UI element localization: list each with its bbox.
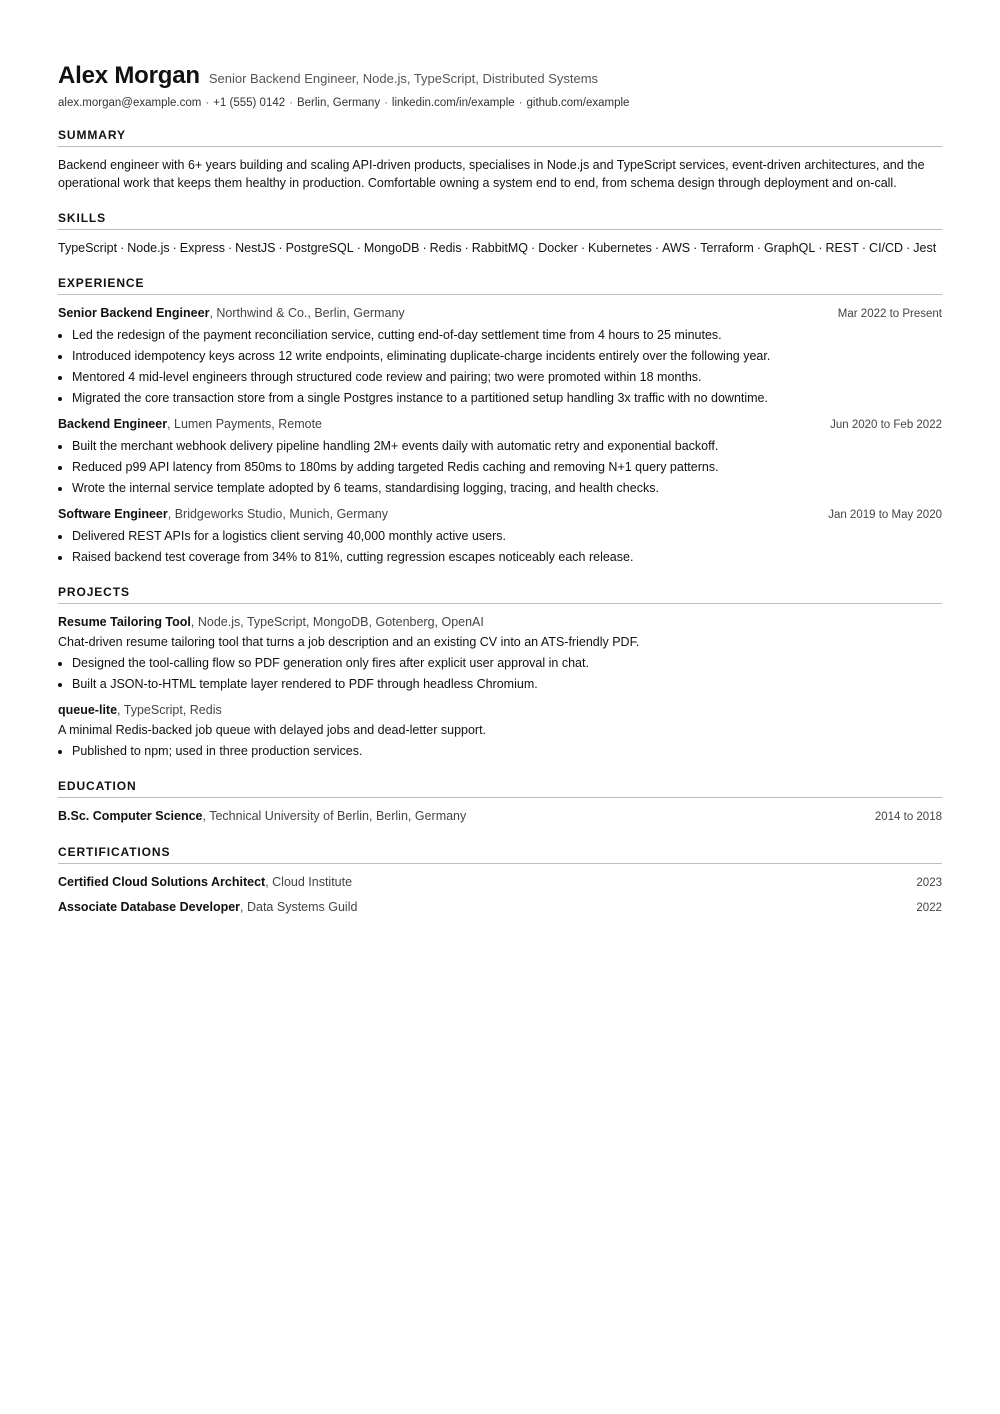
skill-separator: · <box>531 241 536 255</box>
skill-separator: · <box>580 241 585 255</box>
certifications-section <box>58 845 942 917</box>
certification-entry <box>58 873 942 892</box>
skill-item: Terraform <box>700 241 754 255</box>
job-employer: , Bridgeworks Studio, Munich, Germany <box>167 507 388 521</box>
bullet-item: • Introduced idempotency keys across 12 write endpoints, eliminating duplicate-charge incidents entirely over the following year. <box>72 347 942 365</box>
candidate-name: Alex Morgan <box>58 62 200 89</box>
job-role: Software Engineer <box>58 507 168 521</box>
skill-item: NestJS <box>235 241 276 255</box>
skill-item: AWS <box>662 241 691 255</box>
bullet-item: • Raised backend test coverage from 34% to 81%, cutting regression escapes noticeably each release. <box>72 548 942 566</box>
degree-name: B.Sc. Computer Science <box>58 809 203 823</box>
section-title-certifications: CERTIFICATIONS <box>58 845 942 864</box>
skill-separator: · <box>818 241 823 255</box>
certification-name: Certified Cloud Solutions Architect <box>58 875 266 889</box>
skill-item: GraphQL <box>763 241 816 255</box>
project-bullets <box>58 654 942 693</box>
section-title-experience: EXPERIENCE <box>58 276 942 295</box>
resume-header <box>58 62 942 109</box>
experience-entry <box>58 304 942 407</box>
experience-entry <box>58 505 942 566</box>
skill-separator: · <box>120 241 125 255</box>
section-title-education: EDUCATION <box>58 779 942 798</box>
certification-name: Associate Database Developer <box>58 900 241 914</box>
section-title-summary: SUMMARY <box>58 128 942 147</box>
certification-issuer: , Data Systems Guild <box>240 900 358 914</box>
skills-list <box>58 239 942 257</box>
skill-separator: · <box>172 241 177 255</box>
skill-item: Node.js <box>127 241 170 255</box>
entry-header <box>58 701 942 719</box>
contact-email-link[interactable]: alex.morgan@example.com <box>58 97 202 109</box>
job-role: Backend Engineer <box>58 417 168 431</box>
skill-separator: · <box>906 241 911 255</box>
education-list <box>58 807 942 826</box>
skill-separator: · <box>227 241 233 255</box>
bullet-item: • Designed the tool-calling flow so PDF generation only fires after explicit user approval in chat. <box>72 654 942 672</box>
candidate-headline: Senior Backend Engineer, Node.js, TypeScript, Distributed Systems <box>208 71 599 86</box>
skill-separator: · <box>693 241 698 255</box>
certification-issuer: , Cloud Institute <box>265 875 353 889</box>
entry-header <box>58 415 942 434</box>
project-entry <box>58 613 942 693</box>
project-description: Chat-driven resume tailoring tool that turns a job description and an existing CV into an ATS-friendly PDF. <box>58 635 640 649</box>
experience-entry <box>58 415 942 497</box>
job-bullets <box>58 437 942 497</box>
experience-section <box>58 276 942 566</box>
entry-header <box>58 304 942 323</box>
skill-separator: · <box>756 241 761 255</box>
project-entry <box>58 701 942 760</box>
project-stack: , Node.js, TypeScript, MongoDB, Gotenberg, OpenAI <box>190 615 484 629</box>
job-dates: Mar 2022 to Present <box>837 308 942 320</box>
skill-item: PostgreSQL <box>285 241 354 255</box>
certifications-list <box>58 873 942 917</box>
job-role: Senior Backend Engineer <box>58 306 210 320</box>
skill-item: REST <box>825 241 859 255</box>
skill-item: Kubernetes <box>587 241 652 255</box>
contact-linkedin-link[interactable]: linkedin.com/in/example <box>391 97 515 109</box>
skills-section <box>58 211 942 257</box>
job-dates: Jun 2020 to Feb 2022 <box>830 419 942 431</box>
education-dates: 2014 to 2018 <box>874 811 942 823</box>
job-employer: , Northwind & Co., Berlin, Germany <box>209 306 405 320</box>
job-dates: Jan 2019 to May 2020 <box>828 509 942 521</box>
job-bullets <box>58 527 942 566</box>
project-description: A minimal Redis-backed job queue with delayed jobs and dead-letter support. <box>58 723 487 737</box>
bullet-item: • Led the redesign of the payment reconciliation service, cutting end-of-day settlement time from 4 hours to 25 minutes. <box>72 326 942 344</box>
skill-separator: · <box>861 241 867 255</box>
experience-list <box>58 304 942 566</box>
name-line <box>58 62 942 90</box>
contact-line <box>58 97 942 109</box>
project-name: Resume Tailoring Tool <box>58 615 191 629</box>
certification-entry <box>58 898 942 917</box>
bullet-item: • Migrated the core transaction store from a single Postgres instance to a partitioned setup handling 3x traffic with no downtime. <box>72 389 942 407</box>
bullet-item: • Delivered REST APIs for a logistics client serving 40,000 monthly active users. <box>72 527 942 545</box>
entry-header <box>58 505 942 524</box>
certification-year: 2022 <box>916 902 942 914</box>
skill-item: TypeScript <box>58 241 118 255</box>
skill-item: CI/CD <box>869 241 904 255</box>
bullet-item: • Reduced p99 API latency from 850ms to 180ms by adding targeted Redis caching and removing N+1 query patterns. <box>72 458 942 476</box>
bullet-item: • Wrote the internal service template adopted by 6 teams, standardising logging, tracing, and health checks. <box>72 479 942 497</box>
certification-year: 2023 <box>916 877 942 889</box>
bullet-item: • Built a JSON-to-HTML template layer rendered to PDF through headless Chromium. <box>72 675 942 693</box>
skill-item: RabbitMQ <box>471 241 529 255</box>
skill-item: Jest <box>913 241 937 255</box>
project-name: queue-lite <box>58 703 118 717</box>
contact-github-link[interactable]: github.com/example <box>526 97 630 109</box>
bullet-item: • Published to npm; used in three production services. <box>72 742 942 760</box>
education-section <box>58 779 942 826</box>
skill-separator: · <box>356 241 361 255</box>
project-bullets <box>58 742 942 760</box>
school-name: , Technical University of Berlin, Berlin, Germany <box>202 809 467 823</box>
skill-item: MongoDB <box>363 241 420 255</box>
skill-separator: · <box>464 241 469 255</box>
project-stack: , TypeScript, Redis <box>117 703 222 717</box>
skill-item: Express <box>179 241 225 255</box>
skill-separator: · <box>422 241 427 255</box>
skill-separator: · <box>654 241 660 255</box>
projects-list <box>58 613 942 760</box>
section-title-skills: SKILLS <box>58 211 942 230</box>
summary-section <box>58 128 942 192</box>
contact-separator: · <box>289 97 293 109</box>
contact-separator: · <box>384 97 388 109</box>
bullet-item: • Mentored 4 mid-level engineers through structured code review and pairing; two were promoted within 18 months. <box>72 368 942 386</box>
skill-separator: · <box>278 241 283 255</box>
contact-phone: +1 (555) 0142 <box>213 97 286 109</box>
job-employer: , Lumen Payments, Remote <box>167 417 323 431</box>
contact-location: Berlin, Germany <box>296 97 381 109</box>
projects-section <box>58 585 942 760</box>
skill-item: Docker <box>538 241 578 255</box>
education-entry <box>58 807 942 826</box>
summary-text: Backend engineer with 6+ years building and scaling API-driven products, specialises in Node.js and TypeScript services, event-driven architectures, and the operational work that keeps them healthy in production. Comfortable owning a system end to end, from schema design through deployment and on-call. <box>58 158 925 190</box>
entry-header <box>58 613 942 631</box>
skill-item: Redis <box>429 241 462 255</box>
contact-separator: · <box>518 97 523 109</box>
contact-separator: · <box>205 97 210 109</box>
bullet-item: • Built the merchant webhook delivery pipeline handling 2M+ events daily with automatic retry and exponential backoff. <box>72 437 942 455</box>
section-title-projects: PROJECTS <box>58 585 942 604</box>
job-bullets <box>58 326 942 407</box>
